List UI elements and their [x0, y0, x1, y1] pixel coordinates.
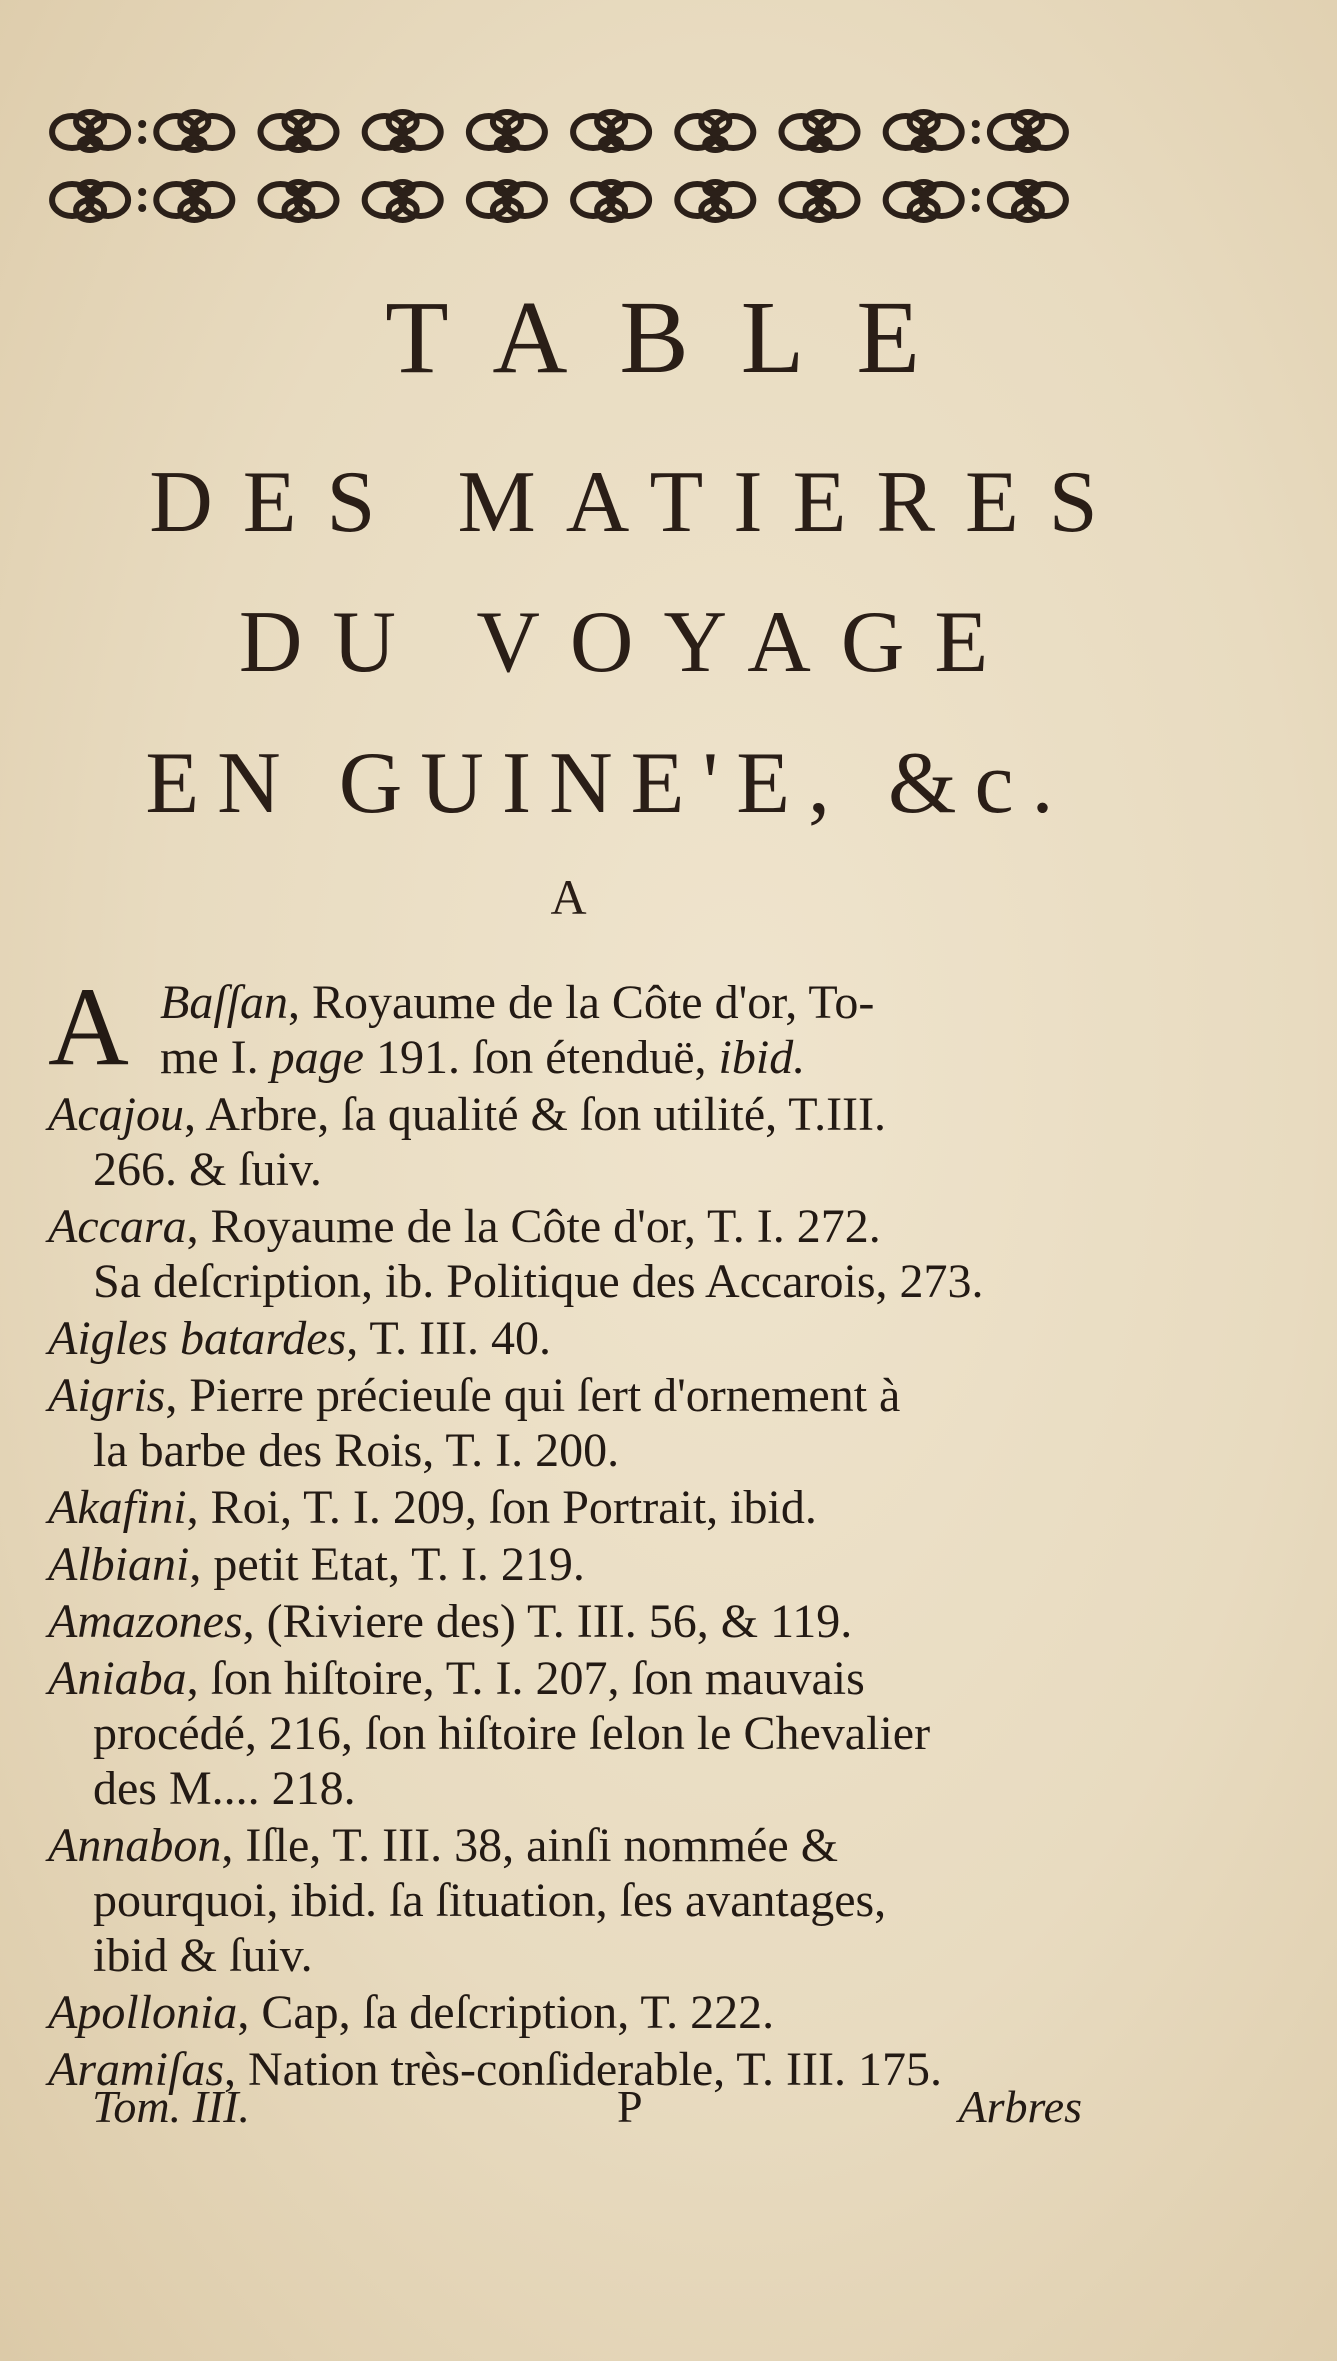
entry-headword: Aigles batardes: [48, 1312, 347, 1365]
entry-line: [48, 1706, 1088, 1761]
entry-text: , Royaume de la Côte d'or, To-: [288, 976, 875, 1029]
index-entry: [48, 1087, 1088, 1197]
volume-mark: Tom. III.: [92, 2081, 251, 2132]
index-entry: [48, 1818, 1088, 1983]
entry-text: ibid.: [718, 1031, 806, 1084]
entry-text: , ſon hiſtoire, T. I. 207, ſon mauvais: [186, 1652, 865, 1705]
entry-headword: Annabon: [48, 1819, 222, 1872]
subtitle-line-2: DU VOYAGE: [238, 594, 1019, 691]
entry-text: page: [270, 1031, 364, 1084]
catchword: Arbres: [958, 2081, 1082, 2132]
entry-line: [48, 1818, 1088, 1873]
entry-headword: Akafini: [48, 1481, 187, 1534]
index-entry: [48, 1651, 1088, 1816]
entry-text: des M.... 218.: [93, 1762, 356, 1815]
entry-text: , Pierre précieuſe qui ſert d'ornement à: [165, 1369, 901, 1422]
entry-line: [48, 1087, 1088, 1142]
entry-line: [48, 1651, 1088, 1706]
entry-line: [48, 1928, 1088, 1983]
entry-text: 191. ſon étenduë,: [363, 1031, 719, 1084]
entry-headword: Acajou: [48, 1088, 184, 1141]
entry-line: [48, 1254, 1088, 1309]
entry-text: , petit Etat, T. I. 219.: [189, 1538, 585, 1591]
index-entry: [48, 1311, 1088, 1366]
entry-text: , Nation très-conſiderable, T. III. 175.: [224, 2043, 942, 2096]
entry-text: , (Riviere des) T. III. 56, & 119.: [242, 1595, 853, 1648]
entry-text: la barbe des Rois, T. I. 200.: [93, 1424, 620, 1477]
entry-text: pourquoi, ibid. ſa ſituation, ſes avantages,: [93, 1874, 887, 1927]
entry-line: [48, 1480, 1088, 1535]
entry-text: , Iſle, T. III. 38, ainſi nommée &: [221, 1819, 839, 1872]
entry-headword: Aramiſas: [48, 2043, 225, 2096]
entry-headword: Albiani: [48, 1538, 190, 1591]
entry-text: me I.: [160, 1031, 271, 1084]
entry-text: , Cap, ſa deſcription, T. 222.: [237, 1986, 775, 2039]
signature-mark: P: [617, 2081, 643, 2132]
entry-line: [48, 1142, 1088, 1197]
entry-text: , Royaume de la Côte d'or, T. I. 272.: [186, 1200, 881, 1253]
entry-list: [48, 1087, 1088, 2097]
entry-line: [48, 1311, 1088, 1366]
index-entry: [48, 1368, 1088, 1478]
entry-headword: Baſſan: [160, 976, 288, 1029]
index-entry: [48, 1199, 1088, 1309]
section-letter: A: [550, 869, 587, 925]
entry-line: [48, 1873, 1088, 1928]
index-entry: [48, 1594, 1088, 1649]
entry-headword: Apollonia: [48, 1986, 238, 2039]
entry-line: [48, 1537, 1088, 1592]
entry-headword: Aigris: [48, 1369, 166, 1422]
entry-headword: Accara: [48, 1200, 187, 1253]
index-entry: [48, 1480, 1088, 1535]
entry-headword: Amazones: [48, 1595, 243, 1648]
entry-line: [48, 1030, 1088, 1085]
drop-cap: A: [48, 965, 129, 1089]
entry-text: ibid & ſuiv.: [93, 1929, 313, 1982]
entry-line: [48, 1594, 1088, 1649]
entry-line: [48, 1423, 1088, 1478]
entry-line: [48, 1199, 1088, 1254]
entry-line: [48, 1985, 1088, 2040]
index-entries: [48, 965, 1088, 2099]
index-entry: [48, 1537, 1088, 1592]
page-title: TABLE: [385, 280, 972, 395]
subtitle-line-3: EN GUINE'E, &c.: [145, 735, 1072, 832]
entry-text: procédé, 216, ſon hiſtoire ſelon le Chevalier: [93, 1707, 931, 1760]
entry-text: Sa deſcription, ib. Politique des Accarois, 273.: [93, 1255, 984, 1308]
index-entry: [48, 965, 1088, 1089]
index-entry: [48, 1985, 1088, 2040]
entry-headword: Aniaba: [48, 1652, 187, 1705]
entry-text: , T. III. 40.: [346, 1312, 552, 1365]
fleuron-band-ornament: [38, 92, 1080, 240]
entry-line: [48, 1761, 1088, 1816]
page-footer: [92, 2080, 1082, 2140]
entry-line: [48, 1368, 1088, 1423]
entry-text: , Arbre, ſa qualité & ſon utilité, T.III.: [183, 1088, 887, 1141]
entry-text: , Roi, T. I. 209, ſon Portrait, ibid.: [186, 1481, 817, 1534]
entry-line: [48, 975, 1088, 1030]
entry-text: 266. & ſuiv.: [93, 1143, 322, 1196]
subtitle-line-1: DES MATIERES: [149, 454, 1128, 551]
